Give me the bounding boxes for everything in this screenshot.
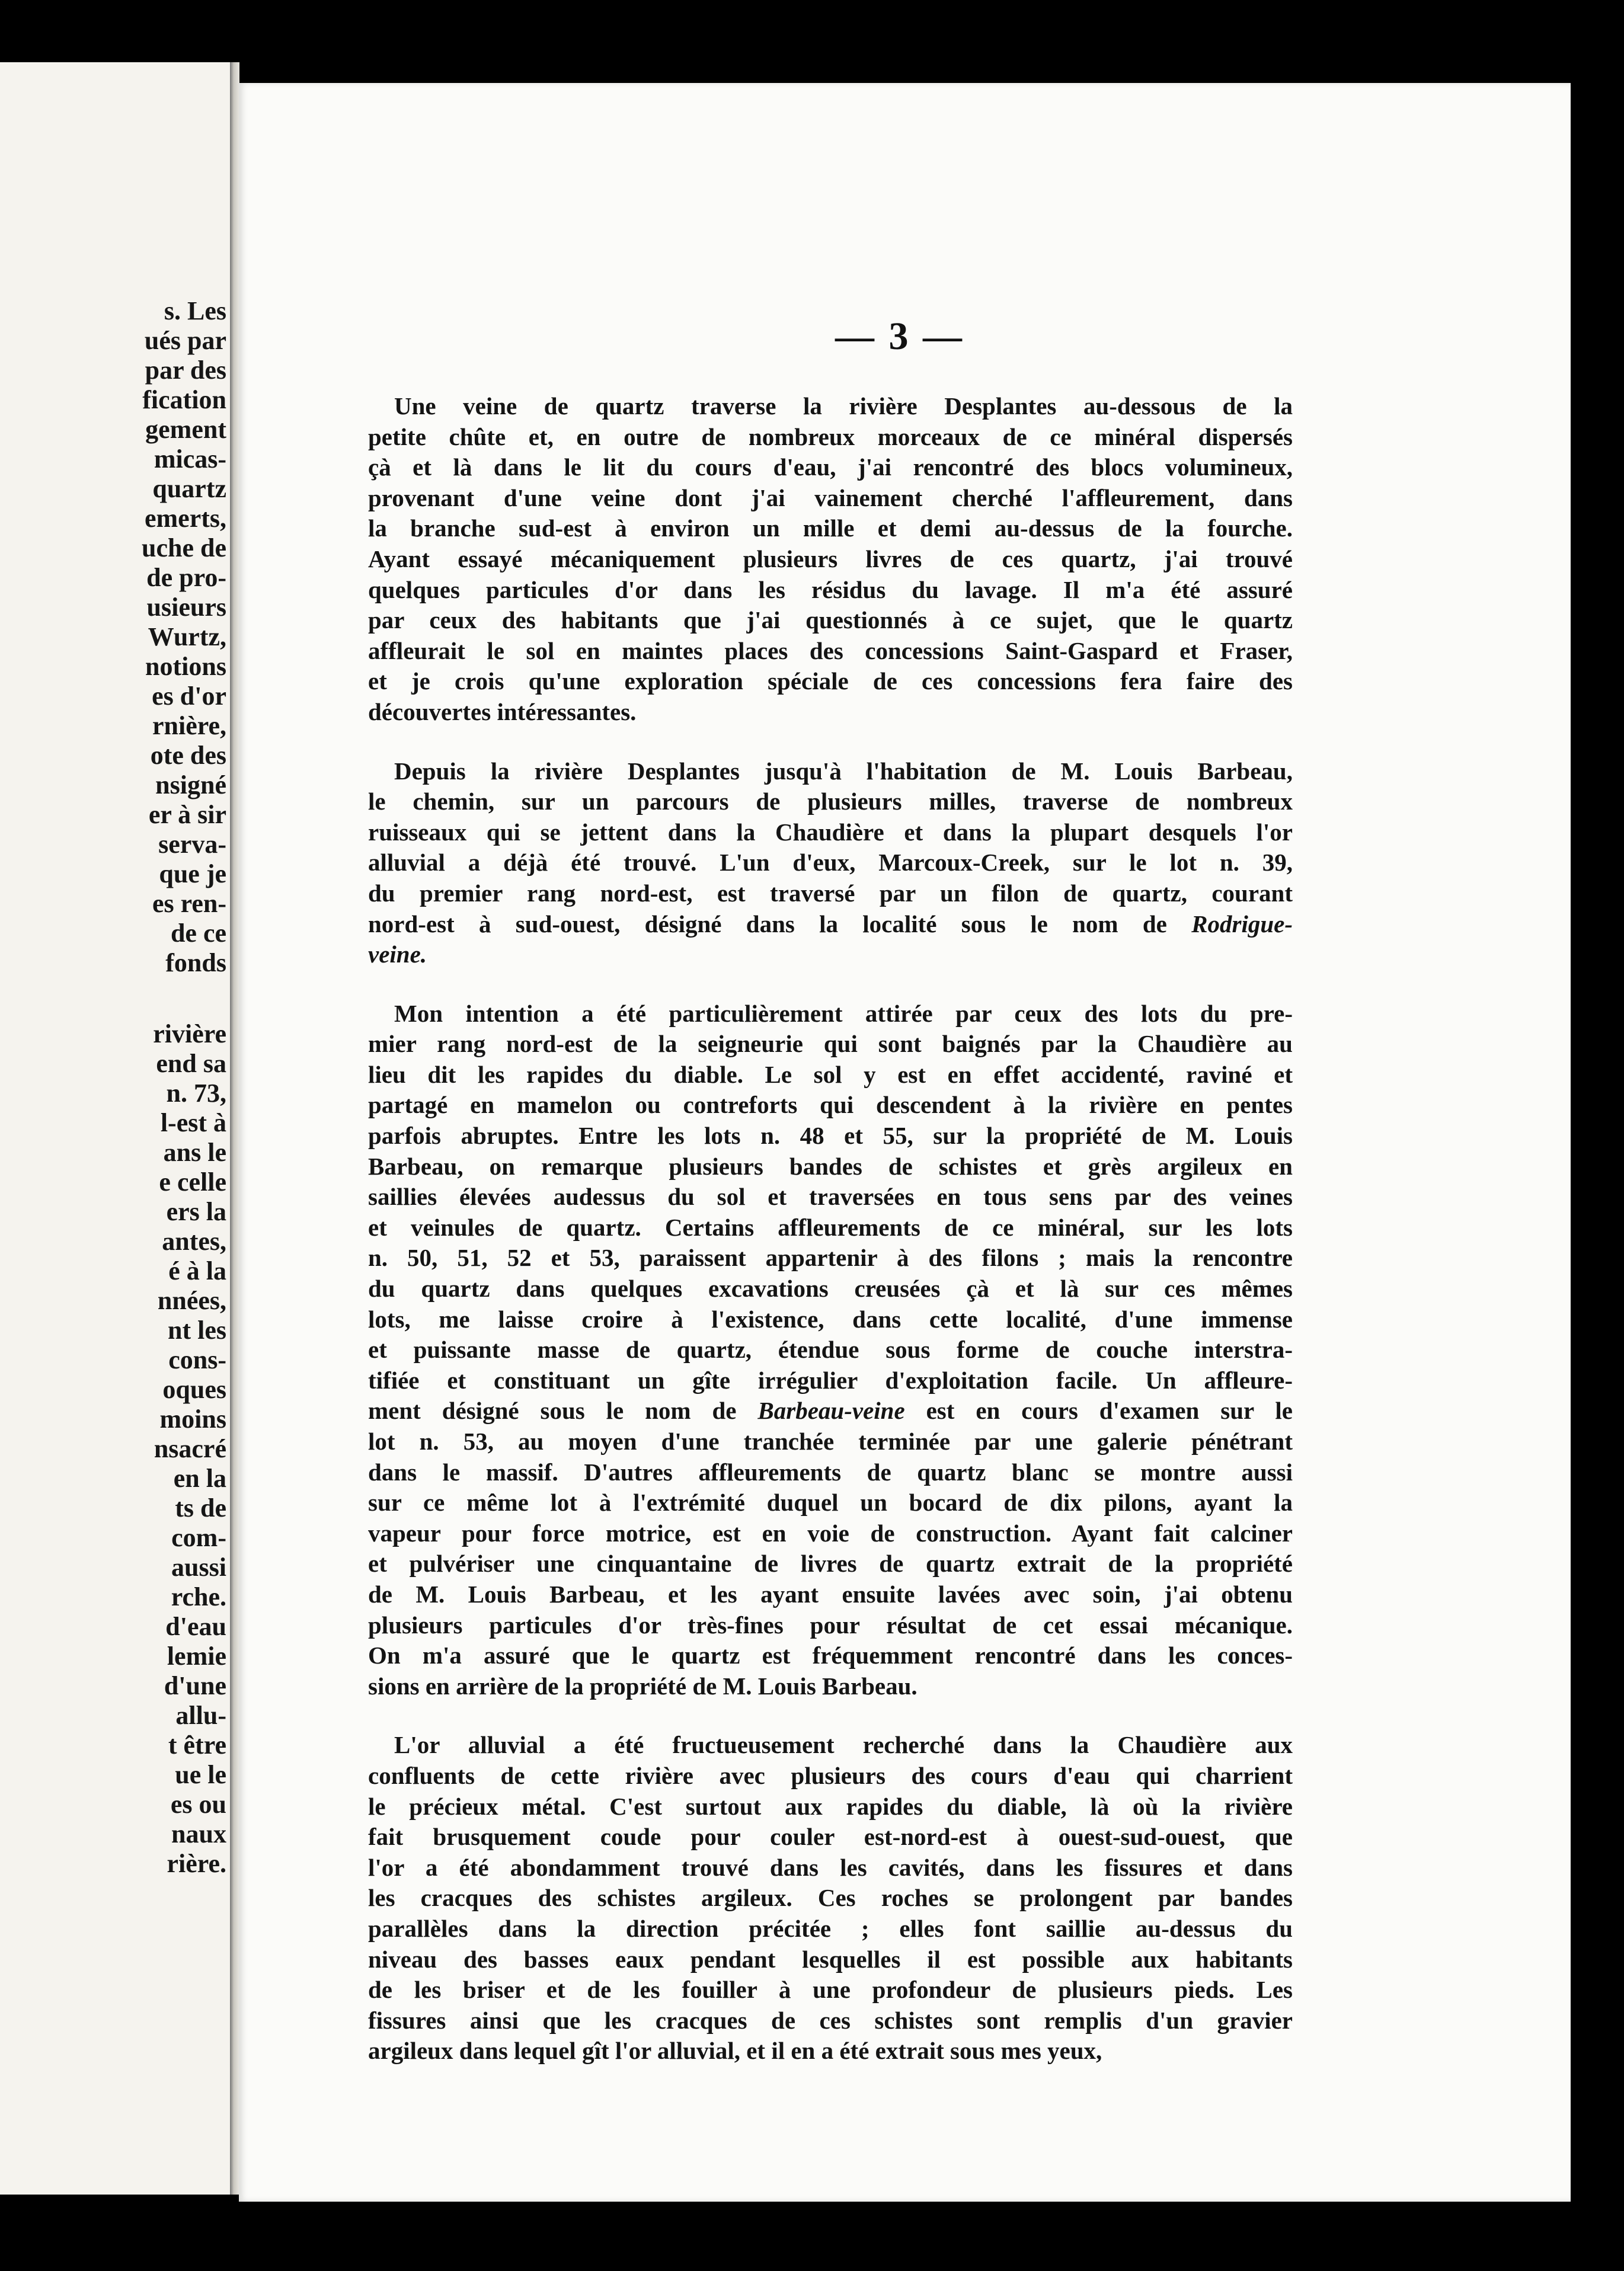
previous-page-line-fragment: naux — [171, 1819, 226, 1848]
previous-page-line-fragment: cons- — [168, 1345, 226, 1374]
page-number: — 3 — — [835, 315, 964, 358]
paragraph — [368, 1730, 1293, 2067]
text-line: saillies élevées audessus du sol et traversées en tous sens par des veines — [368, 1183, 1293, 1211]
previous-page-line-fragment: gement — [145, 415, 226, 444]
text-line: ment désigné sous le nom de Barbeau-veine est en cours d'examen sur le — [368, 1397, 1293, 1425]
text-line: fait brusquement coude pour couler est-nord-est à ouest-sud-ouest, que — [368, 1823, 1293, 1851]
previous-page-line-fragment: Wurtz, — [148, 622, 226, 651]
previous-page-line-fragment: en la — [173, 1464, 226, 1493]
text-line: et pulvériser une cinquantaine de livres de quartz extrait de la propriété — [368, 1550, 1293, 1578]
text-line: lieu dit les rapides du diable. Le sol y est en effet accidenté, raviné et — [368, 1060, 1293, 1088]
previous-page-line-fragment: s. Les — [164, 296, 226, 325]
paragraph — [368, 391, 1293, 728]
text-line: par ceux des habitants que j'ai questionnés à ce sujet, que le quartz — [368, 606, 1293, 634]
paragraph — [368, 756, 1293, 970]
previous-page-line-fragment: er à sir — [148, 800, 226, 829]
previous-page-line-fragment: end sa — [156, 1049, 226, 1078]
previous-page-line-fragment: lemie — [167, 1642, 226, 1671]
text-line: dans le massif. D'autres affleurements de quartz blanc se montre aussi — [368, 1458, 1293, 1486]
previous-page-line-fragment: ue le — [175, 1760, 226, 1789]
text-line: l'or a été abondamment trouvé dans les cavités, dans les fissures et dans — [368, 1853, 1293, 1881]
paragraph — [368, 999, 1293, 1702]
text-line: de les briser et de les fouiller à une profondeur de plusieurs pieds. Les — [368, 1976, 1293, 2004]
previous-page-line-fragment: antes, — [162, 1227, 226, 1256]
text-line: et veinules de quartz. Certains affleurements de ce minéral, sur les lots — [368, 1213, 1293, 1241]
previous-page-line-fragment: d'une — [164, 1671, 226, 1700]
previous-page-line-fragment: aussi — [171, 1553, 226, 1582]
previous-page-line-fragment: ers la — [166, 1197, 226, 1226]
text-line: nord-est à sud-ouest, désigné dans la localité sous le nom de Rodrigue- — [368, 910, 1293, 938]
previous-page-line-fragment: usieurs — [146, 593, 226, 622]
previous-page-line-fragment: nsacré — [154, 1434, 226, 1463]
text-line: lot n. 53, au moyen d'une tranchée terminée par une galerie pénétrant — [368, 1428, 1293, 1455]
previous-page-line-fragment: d'eau — [165, 1612, 226, 1641]
text-line: çà et là dans le lit du cours d'eau, j'ai rencontré des blocs volumineux, — [368, 453, 1293, 481]
previous-page-line-fragment: que je — [159, 859, 226, 888]
text-line: découvertes intéressantes. — [368, 698, 637, 725]
text-line: affleurait le sol en maintes places des concessions Saint-Gaspard et Fraser, — [368, 636, 1293, 664]
text-line: le chemin, sur un parcours de plusieurs milles, traverse de nombreux — [368, 788, 1293, 815]
previous-page-line-fragment: es ren- — [152, 889, 226, 918]
text-line: vapeur pour force motrice, est en voie de construction. Ayant fait calciner — [368, 1519, 1293, 1547]
previous-page-line-fragment: quartz — [152, 474, 226, 503]
previous-page-line-fragment: es ou — [170, 1790, 226, 1819]
text-line: et je crois qu'une exploration spéciale de ces concessions fera faire des — [368, 667, 1293, 695]
text-line: mier rang nord-est de la seigneurie qui sont baignés par la Chaudière au — [368, 1030, 1293, 1058]
text-line: ruisseaux qui se jettent dans la Chaudière et dans la plupart desquels l'or — [368, 818, 1293, 846]
previous-page-line-fragment: ts de — [175, 1493, 226, 1522]
text-line: sions en arrière de la propriété de M. Louis Barbeau. — [368, 1672, 918, 1700]
text-line: partagé en mamelon ou contreforts qui descendent à la rivière en pentes — [368, 1091, 1293, 1119]
previous-page-line-fragment: moins — [159, 1405, 226, 1434]
previous-page-line-fragment: nsigné — [155, 770, 226, 799]
text-line: quelques particules d'or dans les résidus du lavage. Il m'a été assuré — [368, 575, 1293, 603]
previous-page-line-fragment: oques — [162, 1375, 226, 1404]
text-line: Mon intention a été particulièrement attirée par ceux des lots du pre- — [394, 999, 1293, 1027]
text-line: et puissante masse de quartz, étendue sous forme de couche interstra- — [368, 1336, 1293, 1364]
previous-page-line-fragment: de ce — [170, 919, 226, 948]
text-line: parfois abruptes. Entre les lots n. 48 et 55, sur la propriété de M. Louis — [368, 1122, 1293, 1150]
previous-page-line-fragment: emerts, — [144, 504, 226, 533]
text-line: veine. — [368, 941, 427, 968]
text-line: alluvial a déjà été trouvé. L'un d'eux, Marcoux-Creek, sur le lot n. 39, — [368, 849, 1293, 877]
text-line: Depuis la rivière Desplantes jusqu'à l'habitation de M. Louis Barbeau, — [394, 757, 1293, 785]
previous-page-line-fragment: rivière — [153, 1019, 226, 1048]
text-line: parallèles dans la direction précitée ; elles font saillie au-dessus du — [368, 1914, 1293, 1942]
previous-page-line-fragment: par des — [145, 356, 226, 385]
text-line: Barbeau, on remarque plusieurs bandes de schistes et grès argileux en — [368, 1152, 1293, 1180]
previous-page-line-fragment: allu- — [175, 1701, 226, 1730]
previous-page-line-fragment: l-est à — [160, 1108, 226, 1137]
text-line: le précieux métal. C'est surtout aux rapides du diable, là où la rivière — [368, 1792, 1293, 1820]
previous-page-line-fragment: de pro- — [146, 563, 226, 592]
text-line: tifiée et constituant un gîte irrégulier d'exploitation facile. Un affleure- — [368, 1366, 1293, 1394]
book-spine-gutter — [230, 62, 239, 2195]
text-line: les cracques des schistes argileux. Ces roches se prolongent par bandes — [368, 1884, 1293, 1912]
previous-page-line-fragment: nt les — [168, 1316, 226, 1345]
previous-page-line-fragment: com- — [171, 1523, 226, 1552]
text-line: L'or alluvial a été fructueusement recherché dans la Chaudière aux — [394, 1731, 1293, 1759]
page-body-text — [368, 391, 1293, 2067]
previous-page-line-fragment: ués par — [144, 326, 226, 355]
text-line: provenant d'une veine dont j'ai vainement cherché l'affleurement, dans — [368, 484, 1293, 511]
current-page — [239, 83, 1571, 2202]
previous-page-line-fragment: notions — [145, 652, 226, 681]
previous-page-line-fragment: rnière, — [152, 711, 226, 740]
text-line: n. 50, 51, 52 et 53, paraissent appartenir à des filons ; mais la rencontre — [368, 1244, 1293, 1272]
text-line: plusieurs particules d'or très-fines pour résultat de cet essai mécanique. — [368, 1611, 1293, 1639]
previous-page-line-fragment: ote des — [150, 741, 226, 770]
previous-page-line-fragment: micas- — [154, 444, 226, 474]
previous-page-line-fragment: nnées, — [157, 1286, 226, 1315]
text-line: petite chûte et, en outre de nombreux morceaux de ce minéral dispersés — [368, 423, 1293, 450]
text-line: Ayant essayé mécaniquement plusieurs livres de ces quartz, j'ai trouvé — [368, 545, 1293, 572]
text-line: fissures ainsi que les cracques de ces schistes sont remplis d'un gravier — [368, 2006, 1293, 2034]
previous-page-line-fragment: é à la — [168, 1256, 226, 1285]
previous-page-line-fragment: t être — [168, 1731, 226, 1760]
text-line: confluents de cette rivière avec plusieurs des cours d'eau qui charrient — [368, 1761, 1293, 1789]
previous-page-line-fragment: uche de — [142, 533, 226, 562]
text-line: du quartz dans quelques excavations creusées çà et là sur ces mêmes — [368, 1275, 1293, 1303]
text-line: On m'a assuré que le quartz est fréquemment rencontré dans les conces- — [368, 1642, 1293, 1669]
previous-page-line-fragment: ans le — [163, 1138, 226, 1167]
previous-page-line-fragment: fonds — [165, 948, 226, 977]
text-line: niveau des basses eaux pendant lesquelles il est possible aux habitants — [368, 1945, 1293, 1973]
text-line: argileux dans lequel gît l'or alluvial, et il en a été extrait sous mes yeux, — [368, 2037, 1102, 2065]
text-line: de M. Louis Barbeau, et les ayant ensuite lavées avec soin, j'ai obtenu — [368, 1580, 1293, 1608]
text-line: sur ce même lot à l'extrémité duquel un bocard de dix pilons, ayant la — [368, 1489, 1293, 1517]
previous-page-line-fragment: e celle — [159, 1168, 226, 1197]
previous-page-line-fragment: n. 73, — [166, 1079, 226, 1108]
previous-page-line-fragment: fication — [142, 385, 226, 414]
previous-page-line-fragment: rche. — [171, 1582, 226, 1611]
previous-page-line-fragment: es d'or — [152, 682, 226, 711]
text-line: Une veine de quartz traverse la rivière Desplantes au-dessous de la — [394, 392, 1293, 420]
text-line: du premier rang nord-est, est traversé par un filon de quartz, courant — [368, 879, 1293, 907]
previous-page-line-fragment: rière. — [167, 1849, 226, 1878]
text-line: la branche sud-est à environ un mille et demi au-dessus de la fourche. — [368, 514, 1293, 542]
text-line: lots, me laisse croire à l'existence, dans cette localité, d'une immense — [368, 1305, 1293, 1333]
previous-page-line-fragment: servа- — [158, 830, 226, 859]
previous-page-fragment — [0, 62, 232, 2195]
